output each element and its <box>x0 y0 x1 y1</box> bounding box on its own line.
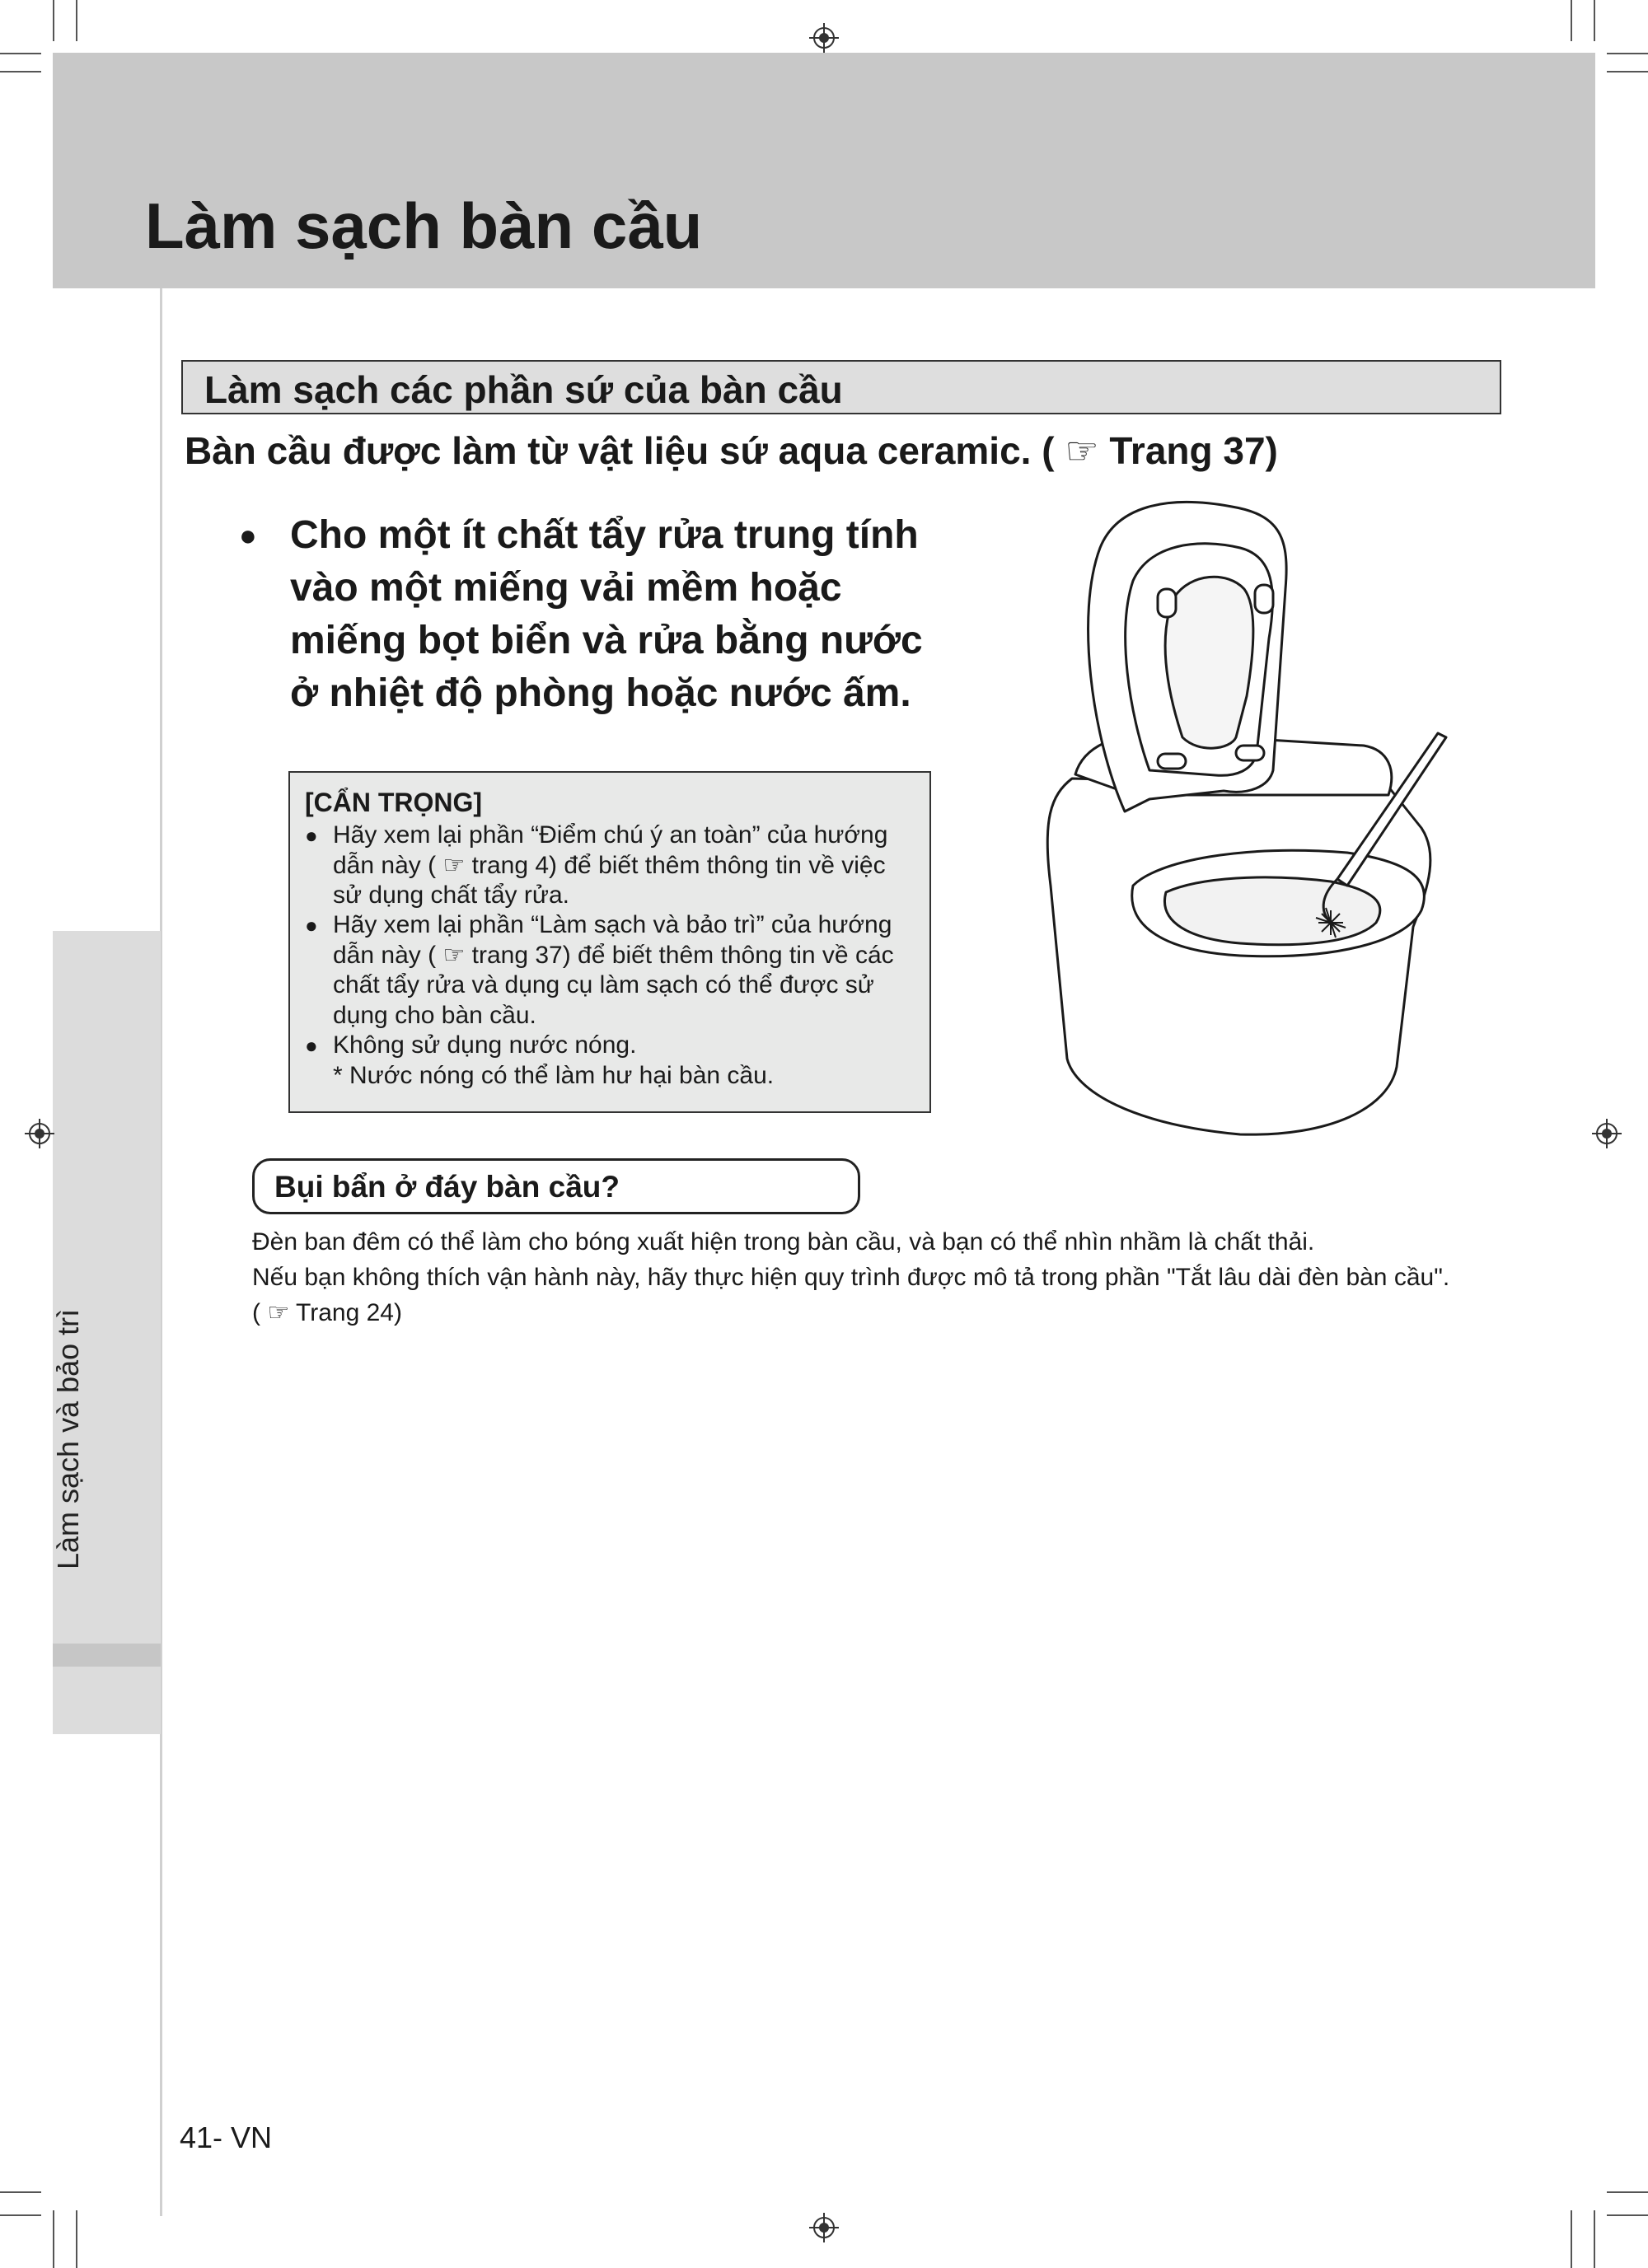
tip-title: Bụi bẩn ở đáy bàn cầu? <box>274 1170 620 1204</box>
tip-box <box>252 1158 860 1214</box>
caution-line: sử dụng chất tẩy rửa. <box>333 881 569 909</box>
caution-note: * Nước nóng có thể làm hư hại bàn cầu. <box>333 1062 775 1089</box>
caution-line: Không sử dụng nước nóng. <box>333 1031 637 1059</box>
caution-line: dẫn này ( ☞ trang 4) để biết thêm thông tin về việc <box>333 851 886 879</box>
toilet-cleaning-illustration <box>1034 498 1463 1141</box>
tip-paragraph: ( ☞ Trang 24) <box>252 1299 402 1326</box>
page-title: Làm sạch bàn cầu <box>145 189 703 262</box>
tip-paragraph: Đèn ban đêm có thể làm cho bóng xuất hiện trong bàn cầu, và bạn có thể nhìn nhầm là chất thải. <box>252 1228 1315 1256</box>
caution-line: chất tẩy rửa và dụng cụ làm sạch có thể được sử <box>333 971 874 998</box>
tip-paragraph: Nếu bạn không thích vận hành này, hãy thực hiện quy trình được mô tả trong phần "Tắt lâu dài đèn bàn cầu". <box>252 1264 1450 1291</box>
registration-mark-icon <box>809 23 839 53</box>
caution-line: dụng cho bàn cầu. <box>333 1001 536 1029</box>
caution-line: dẫn này ( ☞ trang 37) để biết thêm thông tin về các <box>333 941 894 969</box>
instruction-line: ở nhiệt độ phòng hoặc nước ấm. <box>290 671 911 715</box>
registration-mark-icon <box>1592 1119 1622 1148</box>
registration-mark-icon <box>809 2213 839 2242</box>
bullet-icon: ● <box>239 518 257 552</box>
registration-mark-icon <box>25 1119 54 1148</box>
side-tab-marker <box>53 1644 161 1667</box>
instruction-line: miếng bọt biển và rửa bằng nước <box>290 619 923 662</box>
bullet-icon: ● <box>305 1033 318 1058</box>
instruction-line: Cho một ít chất tẩy rửa trung tính <box>290 513 919 557</box>
caution-box <box>288 771 931 1113</box>
bullet-icon: ● <box>305 913 318 938</box>
side-tab-label: Làm sạch và bảo trì <box>51 1308 85 1569</box>
section-title: Làm sạch các phần sứ của bàn cầu <box>204 368 843 411</box>
caution-heading: [CẨN TRỌNG] <box>305 788 483 817</box>
caution-line: Hãy xem lại phần “Điểm chú ý an toàn” của hướng <box>333 821 888 849</box>
section-intro: Bàn cầu được làm từ vật liệu sứ aqua ceramic. ( ☞ Trang 37) <box>185 429 1278 472</box>
page-number: 41- VN <box>180 2121 273 2154</box>
bullet-icon: ● <box>305 823 318 848</box>
instruction-line: vào một miếng vải mềm hoặc <box>290 566 842 610</box>
section-header <box>181 360 1501 414</box>
caution-line: Hãy xem lại phần “Làm sạch và bảo trì” của hướng <box>333 911 892 938</box>
